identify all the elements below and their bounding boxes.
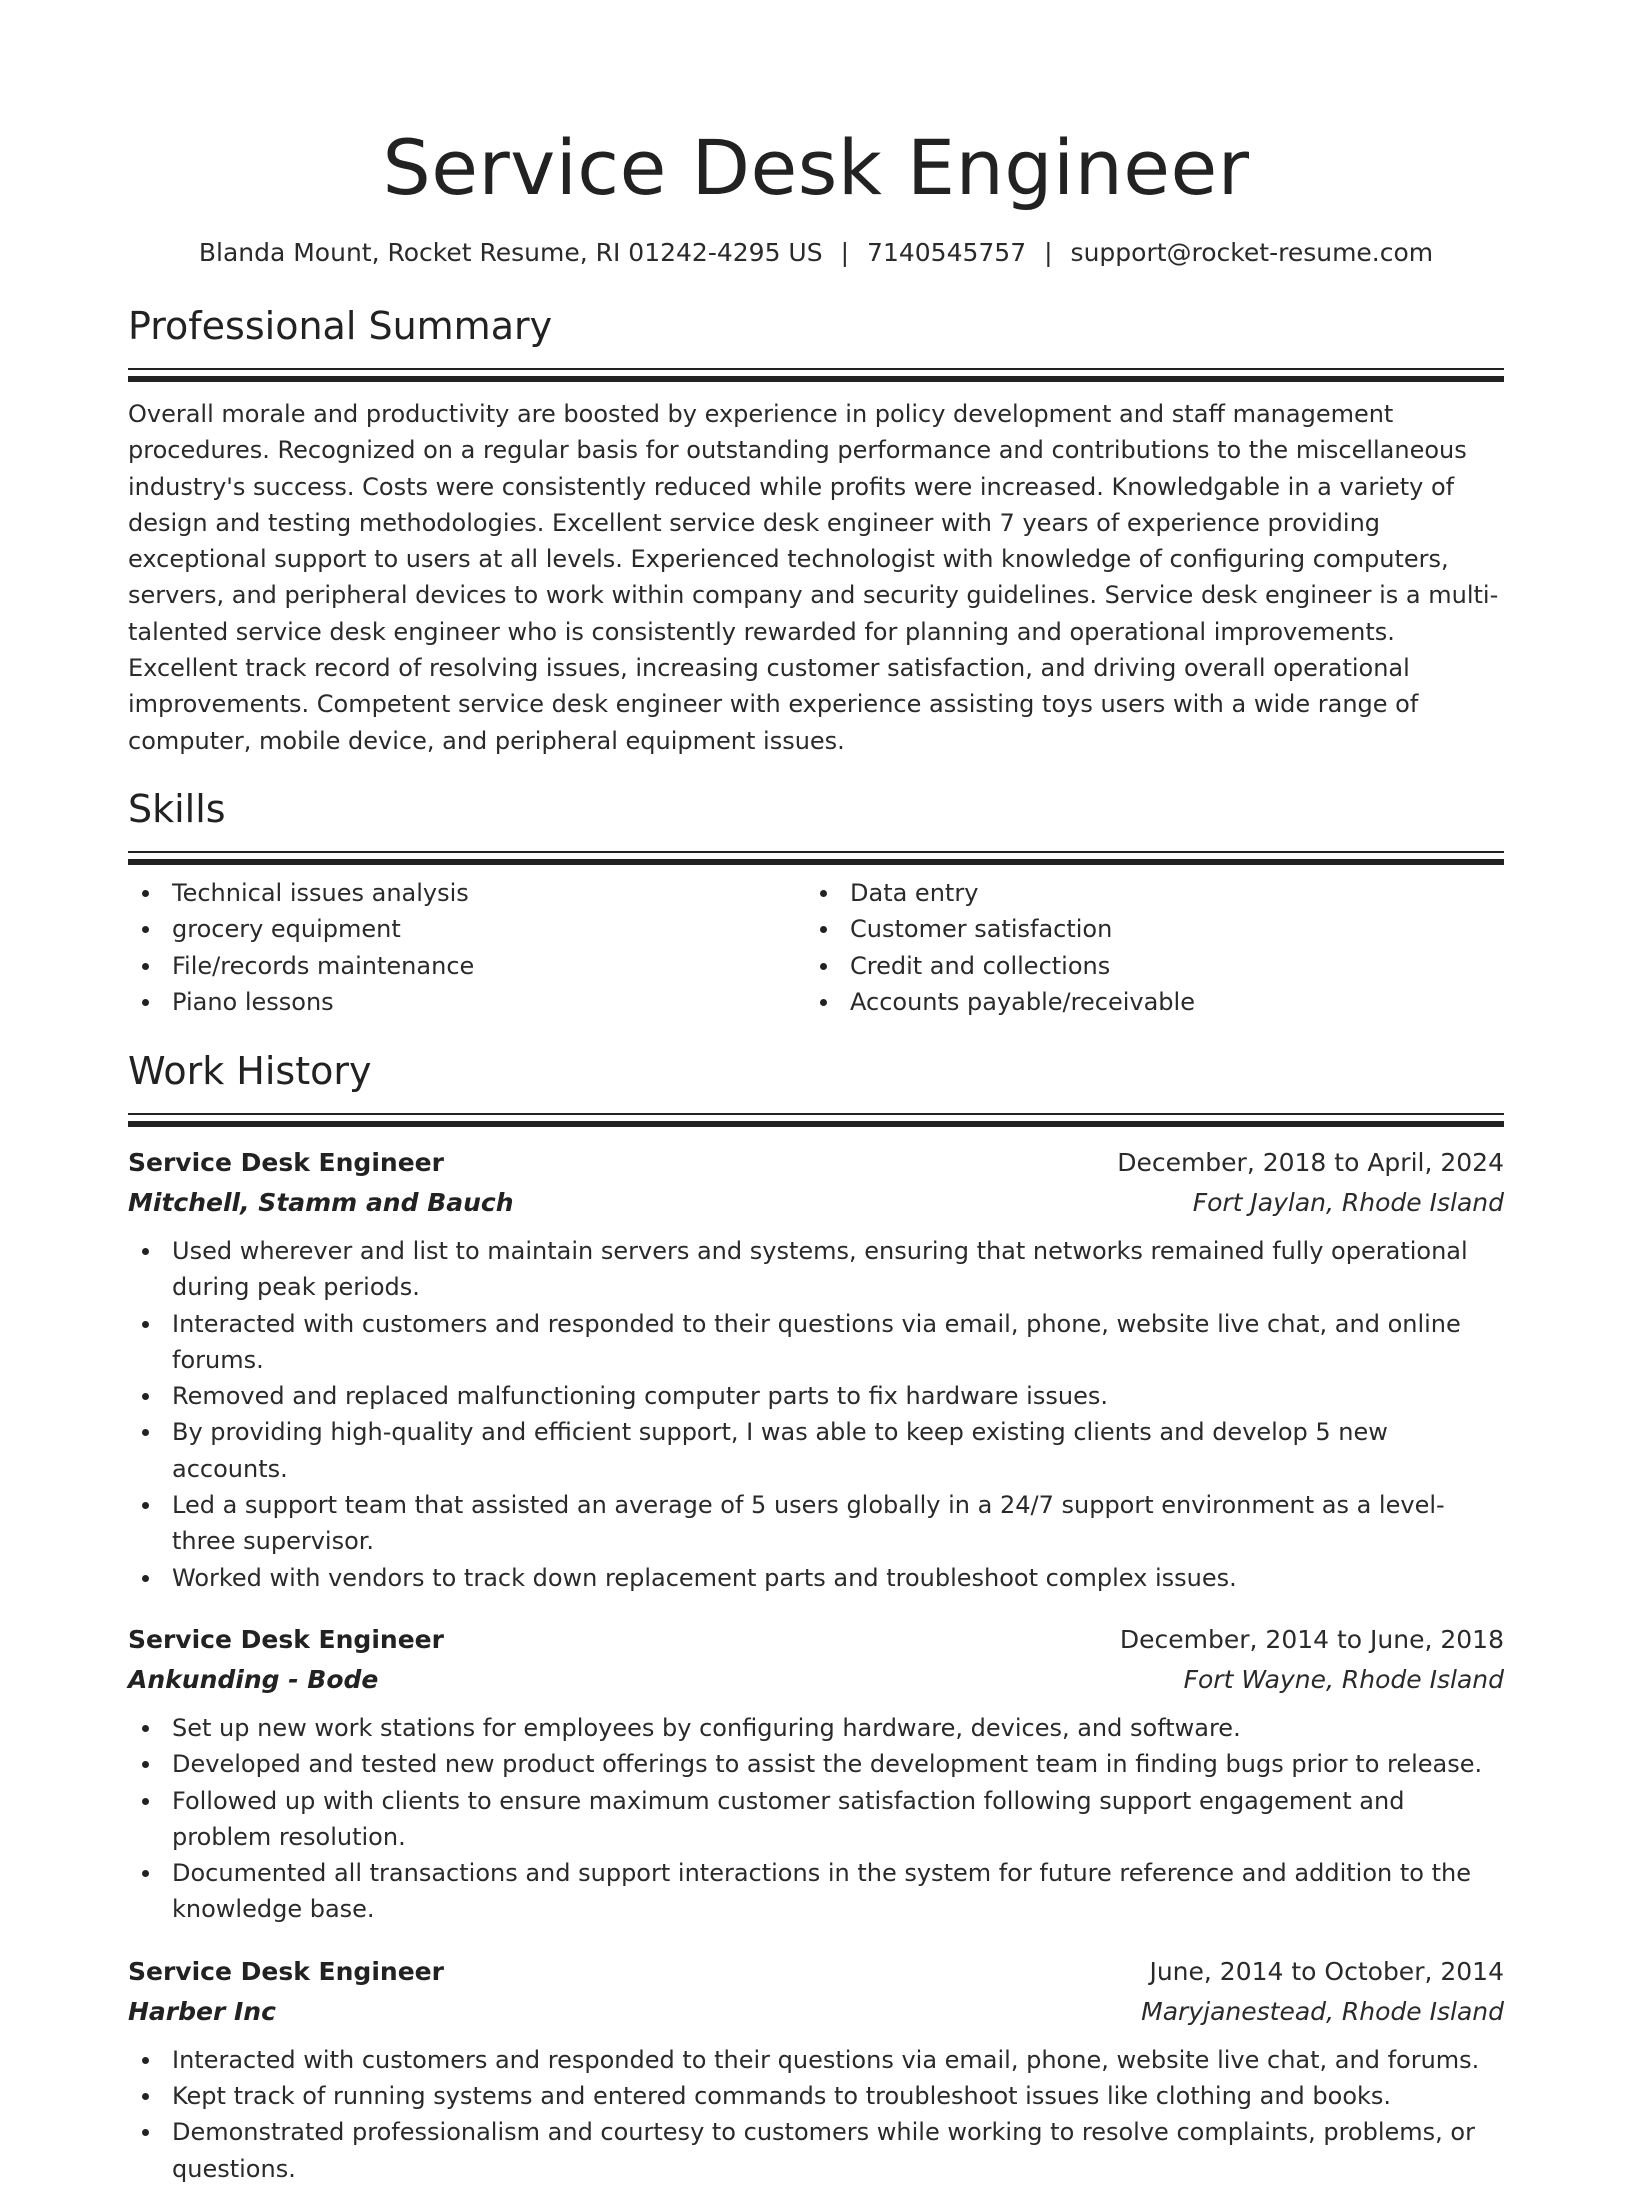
job-dates: December, 2014 to June, 2018 [1119,1624,1504,1654]
job-bullets [128,1233,1504,1596]
job-bullet: Led a support team that assisted an average of 5 users globally in a 24/7 support environment as a level-three supervisor. [172,1487,1504,1560]
skill-item: Accounts payable/receivable [850,984,1484,1021]
job-header-row [128,1620,1504,1660]
skill-item: File/records maintenance [172,948,806,985]
skills-column-left [128,875,806,1021]
summary-section [128,302,1504,759]
job-title: Service Desk Engineer [128,1624,444,1654]
job-company-row [128,1992,1504,2032]
job-bullets [128,2042,1504,2187]
job-entry [128,1143,1504,1596]
skill-item: Data entry [850,875,1484,912]
resume-name: Service Desk Engineer [382,123,1250,212]
skill-item: Credit and collections [850,948,1484,985]
skills-column-right [806,875,1484,1021]
skill-item: Piano lessons [172,984,806,1021]
job-location: Fort Wayne, Rhode Island [1183,1664,1504,1694]
section-divider [128,368,1504,382]
job-bullet: Interacted with customers and responded to their questions via email, phone, website live chat, and online forums. [172,1306,1504,1379]
job-company: Harber Inc [128,1996,276,2026]
section-title-summary: Professional Summary [128,304,553,348]
contact-email: support@rocket-resume.com [1070,238,1434,267]
job-bullet: Removed and replaced malfunctioning computer parts to fix hardware issues. [172,1378,1504,1414]
contact-separator: | [840,238,850,267]
job-bullet: Kept track of running systems and entered commands to troubleshoot issues like clothing and books. [172,2078,1504,2114]
section-title-work-history: Work History [128,1048,372,1093]
job-location: Maryjanestead, Rhode Island [1141,1996,1504,2026]
job-bullet: Worked with vendors to track down replacement parts and troubleshoot complex issues. [172,1560,1504,1596]
job-entry [128,1952,1504,2187]
section-divider [128,851,1504,865]
job-title: Service Desk Engineer [128,1956,444,1986]
contact-separator: | [1044,238,1053,267]
contact-line [128,236,1504,270]
job-bullet: By providing high-quality and efficient support, I was able to keep existing clients and develop 5 new accounts. [172,1414,1504,1487]
job-header-row [128,1143,1504,1183]
skills-section [128,785,1504,1021]
job-bullet: Set up new work stations for employees by configuring hardware, devices, and software. [172,1710,1504,1746]
job-company: Mitchell, Stamm and Bauch [128,1187,514,1217]
job-bullet: Documented all transactions and support interactions in the system for future reference and addition to the knowledge base. [172,1855,1504,1928]
section-divider [128,1113,1504,1127]
skill-item: grocery equipment [172,911,806,948]
job-bullet: Interacted with customers and responded to their questions via email, phone, website live chat, and forums. [172,2042,1504,2078]
section-title-skills: Skills [128,786,226,831]
job-dates: June, 2014 to October, 2014 [1149,1956,1504,1986]
job-header-row [128,1952,1504,1992]
contact-phone: 7140545757 [867,238,1027,267]
summary-text: Overall morale and productivity are boosted by experience in policy development and staff management procedures. Recognized on a regular basis for outstanding performance and contributions to the miscellaneous industry's success. Costs were consistently reduced while profits were increased. Knowledgable in a variety of design and testing methodologies. Excellent service desk engineer with 7 years of experience providing exceptional support to users at all levels. Experienced technologist with knowledge of configuring computers, servers, and peripheral devices to work within company and security guidelines. Service desk engineer is a multi-talented service desk engineer who is consistently rewarded for planning and operational improvements. Excellent track record of resolving issues, increasing customer satisfaction, and driving overall operational improvements. Competent service desk engineer with experience assisting toys users with a wide range of computer, mobile device, and peripheral equipment issues. [128,400,1499,755]
job-title: Service Desk Engineer [128,1147,444,1177]
skill-item: Customer satisfaction [850,911,1484,948]
contact-address: Blanda Mount, Rocket Resume, RI 01242-4295 US [198,238,823,267]
job-company-row [128,1660,1504,1700]
job-company: Ankunding - Bode [128,1664,379,1694]
job-bullet: Followed up with clients to ensure maximum customer satisfaction following support engagement and problem resolution. [172,1783,1504,1856]
job-bullet: Used wherever and list to maintain servers and systems, ensuring that networks remained fully operational during peak periods. [172,1233,1504,1306]
resume-page [128,0,1504,2187]
job-entry [128,1620,1504,1928]
job-company-row [128,1183,1504,1223]
job-bullet: Developed and tested new product offerings to assist the development team in finding bugs prior to release. [172,1746,1504,1782]
job-bullet: Demonstrated professionalism and courtesy to customers while working to resolve complaints, problems, or questions. [172,2114,1504,2187]
job-dates: December, 2018 to April, 2024 [1117,1147,1504,1177]
work-history-section [128,1047,1504,2187]
job-bullets [128,1710,1504,1928]
skill-item: Technical issues analysis [172,875,806,912]
job-location: Fort Jaylan, Rhode Island [1192,1187,1504,1217]
skills-grid [128,875,1504,1021]
